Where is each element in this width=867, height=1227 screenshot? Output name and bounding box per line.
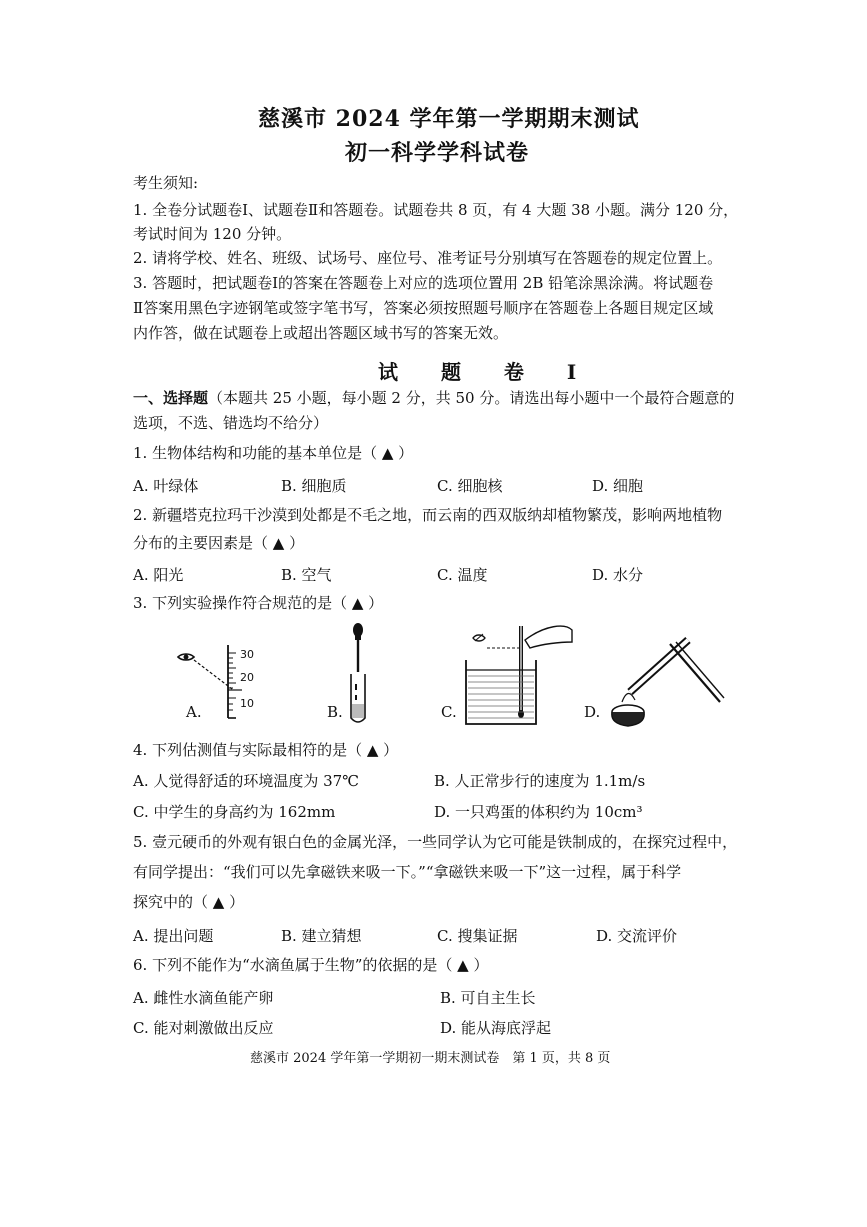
option-b: B. 人正常步行的速度为 1.1m/s: [434, 772, 646, 790]
option-a: A. 叶绿体: [133, 477, 199, 495]
figure-c-thermometer-beaker: [466, 626, 572, 724]
question-stem: 有同学提出：“我们可以先拿磁铁来吸一下。”“拿磁铁来吸一下”这一过程，属于科学: [133, 863, 682, 881]
question-stem: 5. 壹元硬币的外观有银白色的金属光泽，一些同学认为它可能是铁制成的，在探究过程中，: [133, 833, 738, 851]
part-heading-bold: 一、选择题: [133, 389, 209, 407]
notice-line: 内作答，做在试题卷上或超出答题区域书写的答案无效。: [133, 324, 509, 342]
figure-d-label: D.: [584, 703, 601, 721]
notice-heading: 考生须知:: [133, 174, 199, 192]
option-c: C. 搜集证据: [437, 927, 518, 945]
part-heading-line2: 选项，不选、错选均不给分）: [133, 414, 329, 432]
figure-d-heating-tube: [612, 640, 724, 726]
question-stem: 探究中的（ ▲ ）: [133, 893, 245, 911]
option-d: D. 交流评价: [596, 927, 678, 945]
figure-c-label: C.: [441, 703, 457, 721]
option-b: B. 可自主生长: [440, 989, 536, 1007]
question-stem: 分布的主要因素是（ ▲ ）: [133, 534, 305, 552]
option-a: A. 雌性水滴鱼能产卵: [133, 989, 274, 1007]
question-stem: 4. 下列估测值与实际最相符的是（ ▲ ）: [133, 741, 399, 759]
notice-line: 考试时间为 120 分钟。: [133, 225, 292, 243]
question-stem: 2. 新疆塔克拉玛干沙漠到处都是不毛之地，而云南的西双版纳却植物繁茂，影响两地植物: [133, 506, 723, 524]
option-a: A. 提出问题: [133, 927, 214, 945]
question-stem: 1. 生物体结构和功能的基本单位是（ ▲ ）: [133, 444, 414, 462]
figure-a-label: A.: [186, 703, 202, 721]
notice-line: Ⅱ答案用黑色字迹钢笔或签字笔书写，答案必须按照题号顺序在答题卷上各题目规定区域: [133, 299, 714, 317]
option-d: D. 水分: [592, 566, 644, 584]
option-b: B. 建立猜想: [281, 927, 362, 945]
notice-line: 3. 答题时，把试题卷Ⅰ的答案在答题卷上对应的选项位置用 2B 铅笔涂黑涂满。将试题卷: [133, 274, 714, 292]
figure-b-dropper: [351, 623, 365, 722]
option-c: C. 能对刺激做出反应: [133, 1019, 274, 1037]
option-c: C. 细胞核: [437, 477, 503, 495]
option-d: D. 细胞: [592, 477, 644, 495]
figure-b-label: B.: [327, 703, 343, 721]
cylinder-tick-10: 10: [240, 697, 254, 710]
part-heading: [133, 388, 734, 408]
option-a: A. 阳光: [133, 566, 184, 584]
option-c: C. 温度: [437, 566, 488, 584]
cylinder-tick-30: 30: [240, 648, 254, 661]
option-d: D. 一只鸡蛋的体积约为 10cm³: [434, 803, 643, 821]
option-d: D. 能从海底浮起: [440, 1019, 552, 1037]
question-stem: 3. 下列实验操作符合规范的是（ ▲ ）: [133, 594, 384, 612]
exam-subtitle: 初一科学学科试卷: [345, 140, 530, 166]
page-footer: 慈溪市 2024 学年第一学期初一期末测试卷 第 1 页，共 8 页: [250, 1051, 611, 1066]
exam-title: 慈溪市 2024 学年第一学期期末测试: [258, 106, 640, 132]
option-b: B. 空气: [281, 566, 332, 584]
option-a: A. 人觉得舒适的环境温度为 37℃: [133, 772, 360, 790]
cylinder-tick-20: 20: [240, 671, 254, 684]
option-c: C. 中学生的身高约为 162mm: [133, 803, 336, 821]
section-title: 试 题 卷 Ⅰ: [378, 360, 595, 384]
option-b: B. 细胞质: [281, 477, 347, 495]
notice-line: 2. 请将学校、姓名、班级、试场号、座位号、准考证号分别填写在答题卷的规定位置上。: [133, 249, 723, 267]
question-stem: 6. 下列不能作为“水滴鱼属于生物”的依据的是（ ▲ ）: [133, 956, 489, 974]
notice-line: 1. 全卷分试题卷Ⅰ、试题卷Ⅱ和答题卷。试题卷共 8 页，有 4 大题 38 小题。满分 120 分，: [133, 201, 739, 219]
part-heading-rest: （本题共 25 小题，每小题 2 分，共 50 分。请选出每小题中一个最符合题意的: [208, 389, 735, 407]
